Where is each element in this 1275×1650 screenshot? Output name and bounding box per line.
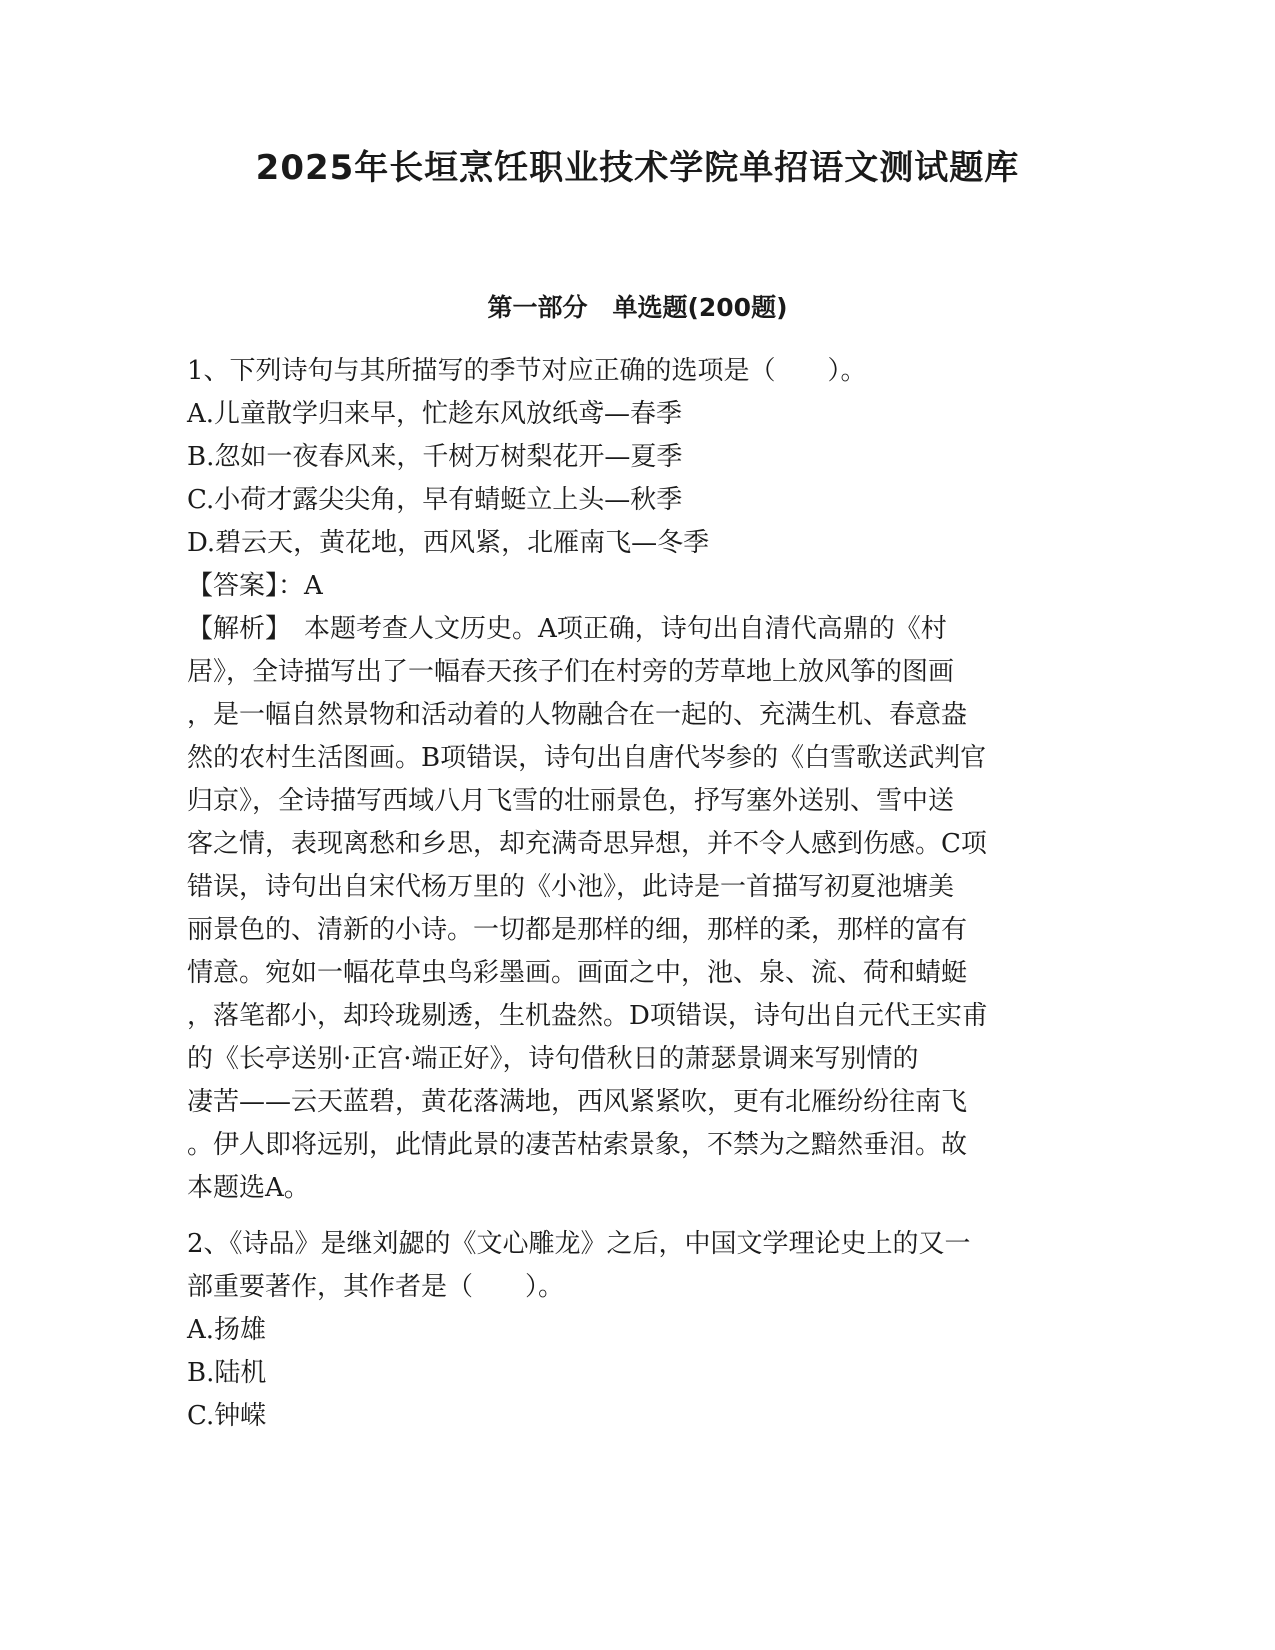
analysis-line: 本题选A。 [187,1173,310,1203]
question-1-analysis [187,608,1087,1210]
question-1-option-a: A.儿童散学归来早，忙趁东风放纸鸢—春季 [187,399,683,429]
question-1-answer: 【答案】：A [187,571,323,601]
document-title: 2025年长垣烹饪职业技术学院单招语文测试题库 [255,148,1020,188]
analysis-line: 错误，诗句出自宋代杨万里的《小池》，此诗是一首描写初夏池塘美 [187,872,955,902]
question-2-option-a: A.扬雄 [187,1315,267,1345]
analysis-line: 凄苦——云天蓝碧，黄花落满地，西风紧紧吹，更有北雁纷纷往南飞 [187,1087,968,1117]
question-1-stem: 1、下列诗句与其所描写的季节对应正确的选项是（ ）。 [187,356,867,386]
analysis-line: 居》，全诗描写出了一幅春天孩子们在村旁的芳草地上放风筝的图画 [187,657,955,687]
question-1-option-b: B.忽如一夜春风来，千树万树梨花开—夏季 [187,442,683,472]
analysis-line: ，落笔都小，却玲珑剔透，生机盎然。D项错误，诗句出自元代王实甫 [187,1001,988,1031]
analysis-line: 。伊人即将远别，此情此景的凄苦枯索景象，不禁为之黯然垂泪。故 [187,1130,968,1160]
section-title: 第一部分 单选题(200题) [487,293,788,322]
question-1 [187,350,1087,1210]
question-2-stem-line: 2、《诗品》是继刘勰的《文心雕龙》之后，中国文学理论史上的又一 [187,1229,971,1259]
question-2-option-b: B.陆机 [187,1358,267,1388]
analysis-line: 客之情，表现离愁和乡思，却充满奇思异想，并不令人感到伤感。C项 [187,829,987,859]
question-content [187,350,1087,1438]
analysis-line: 【解析】 本题考查人文历史。A项正确，诗句出自清代高鼎的《村 [187,614,947,644]
analysis-line: 的《长亭送别·正宫·端正好》，诗句借秋日的萧瑟景调来写别情的 [187,1044,919,1074]
analysis-line: 丽景色的、清新的小诗。一切都是那样的细，那样的柔，那样的富有 [187,915,968,945]
analysis-line: 归京》，全诗描写西域八月飞雪的壮丽景色，抒写塞外送别、雪中送 [187,786,955,816]
question-1-option-d: D.碧云天，黄花地，西风紧，北雁南飞—冬季 [187,528,710,558]
question-2 [187,1223,1087,1438]
question-2-stem-line: 部重要著作，其作者是（ ）。 [187,1272,565,1302]
question-2-option-c: C.钟嵘 [187,1401,267,1431]
analysis-line: 然的农村生活图画。B项错误，诗句出自唐代岑参的《白雪歌送武判官 [187,743,987,773]
question-1-option-c: C.小荷才露尖尖角，早有蜻蜓立上头—秋季 [187,485,683,515]
question-gap [187,1210,1087,1223]
analysis-line: ，是一幅自然景物和活动着的人物融合在一起的、充满生机、春意盎 [187,700,968,730]
analysis-line: 情意。宛如一幅花草虫鸟彩墨画。画面之中，池、泉、流、荷和蜻蜓 [187,958,968,988]
